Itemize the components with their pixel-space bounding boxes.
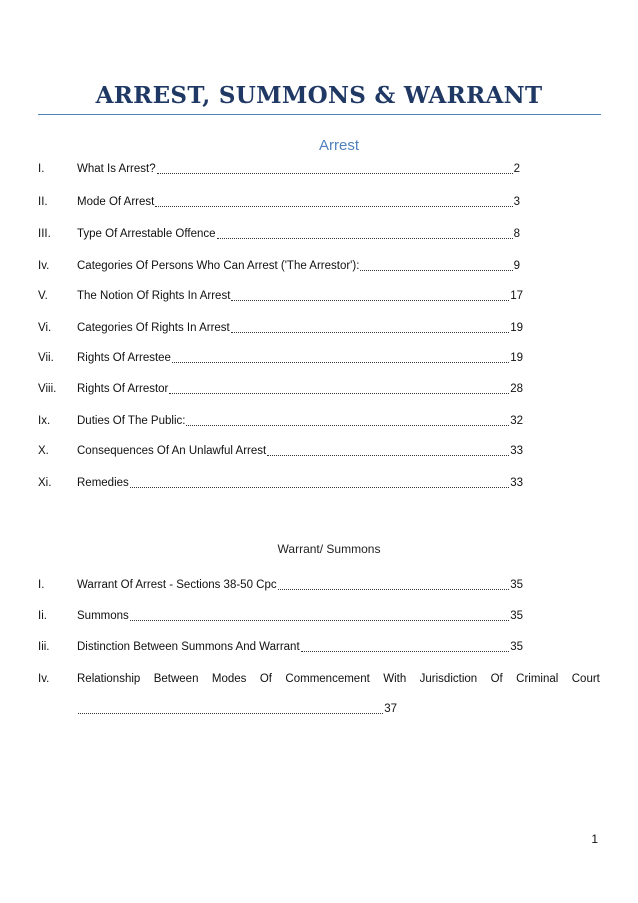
toc-entry-page: 28 <box>510 383 523 395</box>
toc-entry-number: Viii. <box>38 383 57 395</box>
toc-entry-page: 32 <box>510 415 523 427</box>
toc-entry-number: Iii. <box>38 641 50 653</box>
toc-dot-leader <box>217 238 513 239</box>
toc-entry[interactable] <box>38 350 523 366</box>
toc-entry-label: Type Of Arrestable Offence <box>77 228 216 240</box>
label-word: Of <box>490 673 503 685</box>
toc-entry[interactable] <box>38 475 523 491</box>
toc-entry-number: Vi. <box>38 322 52 334</box>
toc-entry-number: Ii. <box>38 610 47 622</box>
toc-entry-page: 17 <box>510 290 523 302</box>
page-number: 1 <box>591 832 598 846</box>
section-heading-warrant-summons: Warrant/ Summons <box>277 542 381 556</box>
toc-dot-leader <box>231 332 509 333</box>
toc-entry-label: Duties Of The Public: <box>77 415 186 427</box>
toc-entry-page: 9 <box>513 260 520 272</box>
toc-dot-leader <box>169 393 509 394</box>
toc-entry-number: II. <box>38 196 48 208</box>
toc-entry-number: I. <box>38 579 45 591</box>
toc-entry-page: 19 <box>510 352 523 364</box>
toc-entry[interactable] <box>38 413 523 429</box>
title-divider <box>38 114 601 115</box>
toc-entry-page: 35 <box>510 579 523 591</box>
toc-entry[interactable] <box>38 258 520 274</box>
label-word: Relationship <box>77 673 141 685</box>
toc-dot-leader <box>360 270 512 271</box>
toc-entry[interactable] <box>38 577 523 593</box>
toc-entry-page: 35 <box>510 610 523 622</box>
section-heading-arrest: Arrest <box>318 137 359 154</box>
toc-entry-number: Vii. <box>38 352 54 364</box>
document-title: ARREST, SUMMONS & WARRANT <box>95 82 543 109</box>
toc-dot-leader <box>267 455 509 456</box>
toc-entry-page: 33 <box>510 445 523 457</box>
toc-entry-number: I. <box>38 163 45 175</box>
toc-entry-label: Rights Of Arrestor <box>77 383 169 395</box>
label-word: Of <box>259 673 272 685</box>
label-word: Modes <box>211 673 247 685</box>
toc-dot-leader <box>231 300 509 301</box>
toc-entry[interactable] <box>38 288 523 304</box>
toc-dot-leader <box>78 713 383 714</box>
label-word: Between <box>153 673 199 685</box>
toc-entry-number: Iv. <box>38 673 50 685</box>
toc-entry-label: Summons <box>77 610 129 622</box>
toc-dot-leader <box>278 589 510 590</box>
toc-entry[interactable] <box>38 381 523 397</box>
toc-entry[interactable] <box>38 226 520 242</box>
toc-entry-number: III. <box>38 228 51 240</box>
toc-entry-multiline[interactable] <box>38 671 600 719</box>
toc-dot-leader <box>172 362 509 363</box>
toc-entry-page: 33 <box>510 477 523 489</box>
toc-entry[interactable] <box>38 161 520 177</box>
toc-entry-page: 19 <box>510 322 523 334</box>
toc-entry[interactable] <box>38 320 523 336</box>
toc-entry[interactable] <box>38 608 523 624</box>
toc-dot-leader <box>130 620 509 621</box>
toc-entry-label: Categories Of Persons Who Can Arrest ('The Arrestor'): <box>77 260 360 272</box>
toc-entry-number: Xi. <box>38 477 52 489</box>
toc-entry-page: 35 <box>510 641 523 653</box>
label-word: Court <box>571 673 600 685</box>
toc-entry-label: Warrant Of Arrest - Sections 38-50 Cpc <box>77 579 277 591</box>
toc-entry-label: The Notion Of Rights In Arrest <box>77 290 231 302</box>
toc-entry-number: V. <box>38 290 48 302</box>
toc-entry[interactable] <box>38 443 523 459</box>
toc-entry-page: 37 <box>384 703 397 715</box>
toc-entry-label: Consequences Of An Unlawful Arrest <box>77 445 267 457</box>
toc-entry-number: Iv. <box>38 260 50 272</box>
toc-entry-label: What Is Arrest? <box>77 163 156 175</box>
toc-entry-label <box>77 671 600 687</box>
toc-dot-leader <box>186 425 509 426</box>
toc-entry-label: Categories Of Rights In Arrest <box>77 322 230 334</box>
toc-entry-label: Remedies <box>77 477 129 489</box>
toc-dot-leader <box>155 206 512 207</box>
toc-entry-label: Distinction Between Summons And Warrant <box>77 641 300 653</box>
toc-entry[interactable] <box>38 639 523 655</box>
toc-dot-leader <box>301 651 510 652</box>
toc-entry-page: 3 <box>513 196 520 208</box>
toc-dot-leader <box>130 487 509 488</box>
label-word: Criminal <box>516 673 559 685</box>
toc-entry-page: 2 <box>513 163 520 175</box>
toc-entry-page: 8 <box>513 228 520 240</box>
label-word: With <box>383 673 407 685</box>
toc-entry-number: X. <box>38 445 49 457</box>
label-word: Commencement <box>285 673 370 685</box>
toc-entry-label: Mode Of Arrest <box>77 196 155 208</box>
toc-entry[interactable] <box>38 194 520 210</box>
label-word: Jurisdiction <box>419 673 478 685</box>
toc-entry-label: Rights Of Arrestee <box>77 352 171 364</box>
toc-leader-line <box>77 701 397 717</box>
toc-entry-number: Ix. <box>38 415 51 427</box>
toc-dot-leader <box>157 173 513 174</box>
